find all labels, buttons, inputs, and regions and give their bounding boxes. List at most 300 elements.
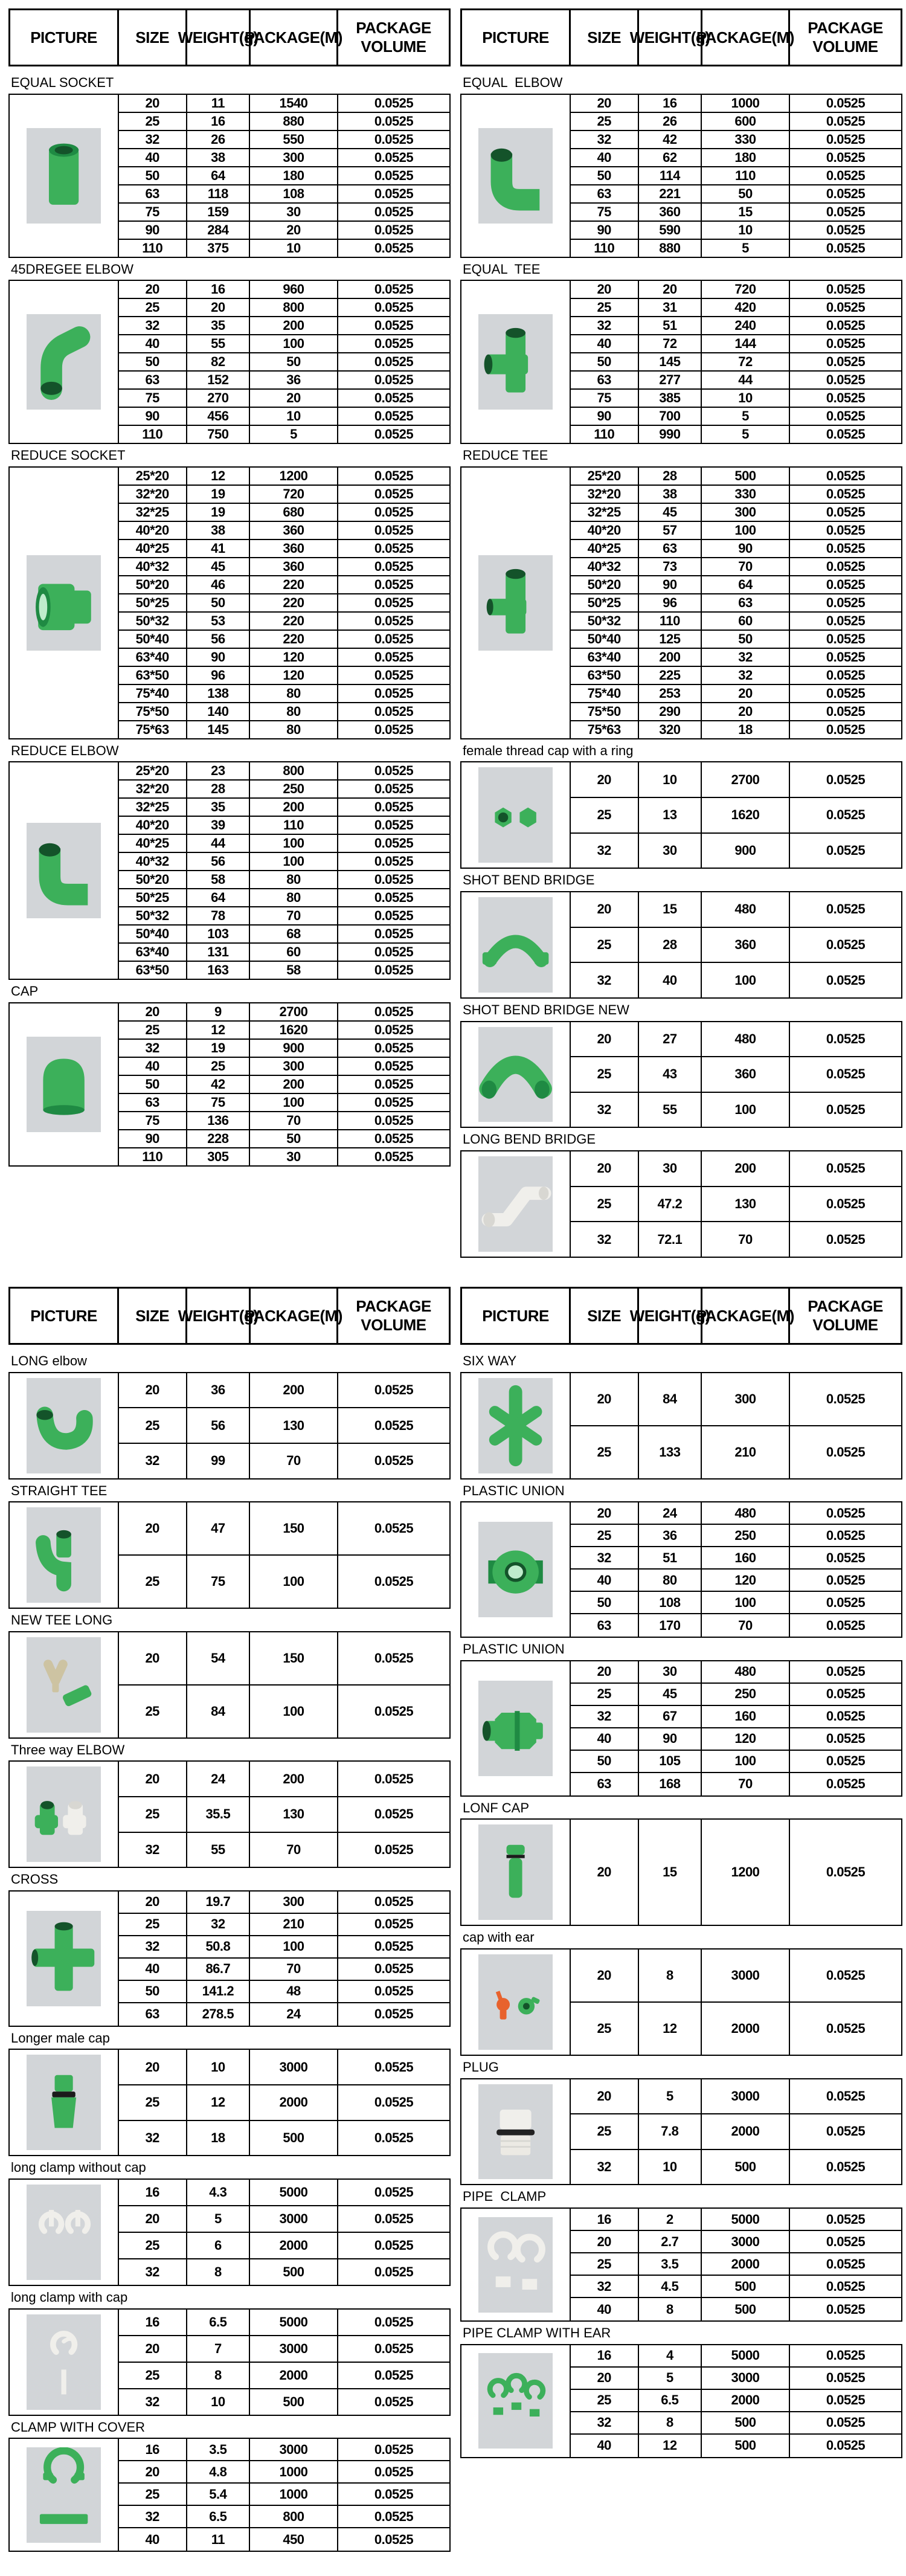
package-cell: 32 <box>702 649 790 666</box>
volume-cell: 0.0525 <box>826 131 866 147</box>
data-rows <box>119 1003 449 1165</box>
product-photo <box>27 823 101 918</box>
table-row <box>571 892 901 928</box>
volume-cell: 0.0525 <box>826 2211 866 2227</box>
weight-cell: 23 <box>187 762 250 779</box>
volume-cell: 0.0525 <box>826 594 866 610</box>
table-row <box>571 1592 901 1614</box>
package-cell: 180 <box>250 167 338 184</box>
section-title: SHOT BEND BRIDGE <box>463 872 595 888</box>
section-title: PLUG <box>463 2059 499 2075</box>
volume-cell: 0.0525 <box>374 2238 414 2253</box>
product-photo <box>478 1954 553 2050</box>
size-cell: 75 <box>571 204 639 221</box>
product-section <box>460 1150 902 1258</box>
weight-cell: 6.5 <box>187 2310 250 2335</box>
package-cell: 70 <box>250 1112 338 1129</box>
package-cell: 3000 <box>702 2368 790 2389</box>
weight-cell: 19 <box>187 504 250 521</box>
product-photo <box>27 314 101 410</box>
column-header-size: SIZE <box>571 10 639 65</box>
volume-cell: 0.0525 <box>374 685 414 701</box>
package-cell: 110 <box>250 817 338 834</box>
weight-cell: 55 <box>187 335 250 352</box>
package-cell: 360 <box>250 540 338 557</box>
volume-cell: 0.0525 <box>826 2256 866 2272</box>
table-row <box>571 1661 901 1684</box>
size-cell: 20 <box>119 95 187 112</box>
package-cell: 50 <box>250 353 338 370</box>
package-cell: 100 <box>702 1751 790 1772</box>
package-cell: 100 <box>702 963 790 997</box>
column-header-package-m: PACKAGE(M) <box>251 10 338 65</box>
weight-cell: 64 <box>187 167 250 184</box>
package-cell: 250 <box>702 1684 790 1705</box>
volume-cell: 0.0525 <box>826 354 866 370</box>
table-row <box>119 281 449 299</box>
package-cell: 300 <box>702 1373 790 1425</box>
size-cell: 63 <box>571 185 639 202</box>
product-photo <box>27 2314 101 2410</box>
volume-cell: 0.0525 <box>826 721 866 737</box>
size-cell: 32 <box>571 1093 639 1127</box>
weight-cell: 170 <box>639 1614 702 1637</box>
weight-cell: 7 <box>187 2336 250 2362</box>
pipe-clamp-icon <box>478 2217 553 2313</box>
weight-cell: 152 <box>187 372 250 388</box>
package-cell: 120 <box>702 1728 790 1750</box>
weight-cell: 277 <box>639 372 702 388</box>
volume-cell: 0.0525 <box>826 1161 866 1176</box>
weight-cell: 19 <box>187 486 250 503</box>
data-rows <box>571 1502 901 1637</box>
volume-cell: 0.0525 <box>374 468 414 483</box>
size-cell: 50 <box>571 353 639 370</box>
weight-cell: 108 <box>639 1592 702 1613</box>
volume-cell: 0.0525 <box>374 2130 414 2146</box>
weight-cell: 4.5 <box>639 2276 702 2297</box>
weight-cell: 28 <box>187 781 250 797</box>
weight-cell: 41 <box>187 540 250 557</box>
weight-cell: 58 <box>187 871 250 888</box>
package-cell: 20 <box>702 685 790 702</box>
package-cell: 100 <box>250 1556 338 1608</box>
weight-cell: 63 <box>639 540 702 557</box>
weight-cell: 5 <box>187 2206 250 2232</box>
weight-cell: 590 <box>639 222 702 239</box>
product-photo <box>27 1507 101 1603</box>
package-cell: 200 <box>250 1373 338 1408</box>
volume-cell: 0.0525 <box>826 576 866 592</box>
weight-cell: 290 <box>639 703 702 720</box>
data-rows <box>571 2345 901 2457</box>
size-cell: 75*63 <box>119 721 187 738</box>
volume-cell: 0.0525 <box>826 468 866 483</box>
weight-cell: 20 <box>187 299 250 316</box>
weight-cell: 320 <box>639 721 702 738</box>
size-cell: 32 <box>119 2389 187 2415</box>
table-row <box>119 1892 449 1914</box>
picture-cell <box>461 1661 571 1795</box>
table-row <box>119 1076 449 1094</box>
data-rows <box>119 2439 449 2551</box>
package-cell: 5 <box>250 426 338 443</box>
weight-cell: 385 <box>639 390 702 407</box>
weight-cell: 90 <box>639 1728 702 1750</box>
table-row <box>119 2050 449 2085</box>
size-cell: 63 <box>119 2003 187 2026</box>
table-row <box>119 1130 449 1148</box>
volume-cell: 0.0525 <box>374 1453 414 1469</box>
data-rows <box>571 2079 901 2185</box>
weight-cell: 55 <box>639 1093 702 1127</box>
column-header-picture: PICTURE <box>10 10 119 65</box>
table-row <box>119 468 449 486</box>
package-cell: 160 <box>702 1706 790 1727</box>
volume-cell: 0.0525 <box>374 1806 414 1822</box>
package-cell: 80 <box>250 685 338 702</box>
product-section <box>460 1660 902 1797</box>
weight-cell: 7.8 <box>639 2114 702 2149</box>
quadrant-bottom-left <box>8 1287 451 2552</box>
size-cell: 25 <box>119 1797 187 1832</box>
weight-cell: 38 <box>187 149 250 166</box>
weight-cell: 375 <box>187 240 250 257</box>
table-row <box>119 522 449 540</box>
package-cell: 5000 <box>702 2209 790 2230</box>
size-cell: 32*20 <box>571 486 639 503</box>
size-cell: 20 <box>119 2336 187 2362</box>
size-cell: 20 <box>571 762 639 797</box>
volume-cell: 0.0525 <box>374 149 414 165</box>
table-row <box>119 1148 449 1165</box>
table-row <box>119 1959 449 1981</box>
product-section <box>460 1372 902 1480</box>
volume-cell: 0.0525 <box>826 2278 866 2294</box>
weight-cell: 96 <box>639 594 702 611</box>
size-cell: 25*20 <box>119 468 187 485</box>
weight-cell: 45 <box>639 504 702 521</box>
product-section <box>460 466 902 739</box>
volume-cell: 0.0525 <box>826 1550 866 1565</box>
volume-cell: 0.0525 <box>826 771 866 787</box>
package-cell: 80 <box>250 703 338 720</box>
size-cell: 75 <box>119 1112 187 1129</box>
weight-cell: 12 <box>187 1022 250 1038</box>
weight-cell: 78 <box>187 907 250 924</box>
weight-cell: 10 <box>187 2389 250 2415</box>
table-row <box>571 408 901 426</box>
product-section <box>460 1948 902 2056</box>
size-cell: 32 <box>571 2276 639 2297</box>
product-section <box>8 280 451 444</box>
size-cell: 75*40 <box>119 685 187 702</box>
cap-icon <box>27 1037 101 1132</box>
weight-cell: 305 <box>187 1148 250 1165</box>
weight-cell: 168 <box>639 1773 702 1795</box>
size-cell: 25 <box>571 1187 639 1222</box>
package-cell: 480 <box>702 1022 790 1057</box>
size-cell: 63 <box>119 372 187 388</box>
weight-cell: 12 <box>187 2085 250 2120</box>
volume-cell: 0.0525 <box>826 149 866 165</box>
table-row <box>571 1426 901 1478</box>
volume-cell: 0.0525 <box>826 2124 866 2139</box>
size-cell: 25 <box>119 2233 187 2258</box>
size-cell: 25 <box>119 1556 187 1608</box>
table-row <box>571 2079 901 2115</box>
package-cell: 500 <box>250 2389 338 2415</box>
package-cell: 900 <box>702 834 790 868</box>
weight-cell: 221 <box>639 185 702 202</box>
package-cell: 100 <box>250 1936 338 1957</box>
volume-cell: 0.0525 <box>374 781 414 797</box>
section-title: PLASTIC UNION <box>463 1483 565 1498</box>
column-header-package-volume: PACKAGE VOLUME <box>808 1297 883 1335</box>
package-cell: 150 <box>250 1502 338 1554</box>
weight-cell: 10 <box>639 762 702 797</box>
package-cell: 2000 <box>702 2390 790 2411</box>
size-cell: 40*32 <box>119 558 187 575</box>
volume-cell: 0.0525 <box>826 649 866 665</box>
table-row <box>119 721 449 738</box>
size-cell: 63 <box>571 1614 639 1637</box>
volume-cell: 0.0525 <box>374 1961 414 1977</box>
table-row <box>119 2363 449 2389</box>
table-row <box>571 372 901 390</box>
table-row <box>571 798 901 834</box>
table-row <box>571 928 901 964</box>
weight-cell: 99 <box>187 1444 250 1478</box>
size-cell: 20 <box>119 2206 187 2232</box>
size-cell: 110 <box>119 1148 187 1165</box>
table-row <box>119 486 449 504</box>
size-cell: 63 <box>571 372 639 388</box>
volume-cell: 0.0525 <box>826 1708 866 1724</box>
weight-cell: 360 <box>639 204 702 221</box>
package-cell: 20 <box>702 703 790 720</box>
size-cell: 32 <box>571 317 639 334</box>
package-cell: 100 <box>250 1686 338 1737</box>
package-cell: 3000 <box>250 2206 338 2232</box>
volume-cell: 0.0525 <box>374 354 414 370</box>
volume-cell: 0.0525 <box>826 167 866 183</box>
table-row <box>571 2231 901 2253</box>
reduce-tee-icon <box>478 555 553 651</box>
data-rows <box>119 1373 449 1478</box>
volume-cell: 0.0525 <box>374 817 414 833</box>
weight-cell: 51 <box>639 1547 702 1568</box>
package-cell: 80 <box>250 889 338 906</box>
volume-cell: 0.0525 <box>374 486 414 501</box>
product-photo <box>478 555 553 651</box>
column-header-row <box>460 8 902 66</box>
size-cell: 25 <box>571 1057 639 1092</box>
column-header-weight-g: WEIGHT(g) <box>187 10 251 65</box>
table-row <box>119 426 449 443</box>
picture-cell <box>10 1632 119 1737</box>
table-row <box>119 335 449 353</box>
size-cell: 75 <box>571 390 639 407</box>
weight-cell: 35 <box>187 317 250 334</box>
volume-cell: 0.0525 <box>826 1505 866 1521</box>
table-row <box>119 1686 449 1737</box>
weight-cell: 12 <box>639 2435 702 2457</box>
table-row <box>119 685 449 703</box>
long-clamp-with-cap-icon <box>27 2314 101 2410</box>
package-cell: 360 <box>250 522 338 539</box>
volume-cell: 0.0525 <box>374 854 414 869</box>
size-cell: 50*20 <box>119 576 187 593</box>
size-cell: 20 <box>571 1373 639 1425</box>
volume-cell: 0.0525 <box>826 2392 866 2408</box>
volume-cell: 0.0525 <box>826 318 866 333</box>
product-photo <box>478 1824 553 1920</box>
table-row <box>571 1057 901 1093</box>
package-cell: 20 <box>250 390 338 407</box>
product-section <box>8 2049 451 2156</box>
volume-cell: 0.0525 <box>374 1983 414 1999</box>
volume-cell: 0.0525 <box>826 1031 866 1046</box>
plastic-union-icon <box>478 1522 553 1617</box>
table-row <box>571 2150 901 2185</box>
weight-cell: 56 <box>187 853 250 870</box>
size-cell: 20 <box>119 2050 187 2084</box>
volume-cell: 0.0525 <box>374 872 414 887</box>
package-cell: 70 <box>702 558 790 575</box>
package-cell: 250 <box>250 781 338 797</box>
size-cell: 50*32 <box>571 613 639 630</box>
package-cell: 500 <box>702 2435 790 2457</box>
weight-cell: 42 <box>639 131 702 148</box>
product-photo <box>478 1681 553 1776</box>
package-cell: 15 <box>702 204 790 221</box>
size-cell: 20 <box>119 1762 187 1796</box>
size-cell: 20 <box>571 281 639 298</box>
volume-cell: 0.0525 <box>374 300 414 315</box>
size-cell: 25 <box>571 1525 639 1546</box>
package-cell: 70 <box>250 1959 338 1980</box>
weight-cell: 57 <box>639 522 702 539</box>
size-cell: 40*32 <box>119 853 187 870</box>
column-header-size: SIZE <box>119 1289 187 1343</box>
table-row <box>571 613 901 631</box>
package-cell: 70 <box>250 1833 338 1867</box>
package-cell: 2000 <box>250 2233 338 2258</box>
package-cell: 5000 <box>250 2310 338 2335</box>
product-photo <box>478 2217 553 2313</box>
product-section <box>460 94 902 258</box>
package-cell: 70 <box>250 907 338 924</box>
table-row <box>119 594 449 613</box>
size-cell: 50*32 <box>119 613 187 630</box>
column-header-weight-g: WEIGHT(g) <box>639 1289 702 1343</box>
table-row <box>119 185 449 204</box>
size-cell: 50*25 <box>571 594 639 611</box>
weight-cell: 75 <box>187 1094 250 1111</box>
column-header-picture: PICTURE <box>462 1289 571 1343</box>
section-title: SHOT BEND BRIDGE NEW <box>463 1002 629 1017</box>
size-cell: 25 <box>119 2085 187 2120</box>
volume-cell: 0.0525 <box>374 1916 414 1932</box>
volume-cell: 0.0525 <box>374 2185 414 2200</box>
weight-cell: 30 <box>639 1151 702 1186</box>
size-cell: 25 <box>571 2253 639 2275</box>
package-cell: 210 <box>250 1914 338 1935</box>
longer-male-cap-icon <box>27 2055 101 2150</box>
product-section <box>8 1890 451 2027</box>
package-cell: 10 <box>702 222 790 239</box>
size-cell: 32 <box>119 1444 187 1478</box>
volume-cell: 0.0525 <box>374 1003 414 1019</box>
weight-cell: 64 <box>187 889 250 906</box>
volume-cell: 0.0525 <box>374 2006 414 2022</box>
size-cell: 20 <box>571 1151 639 1186</box>
package-cell: 50 <box>702 631 790 648</box>
table-row <box>571 1373 901 1426</box>
volume-cell: 0.0525 <box>826 336 866 352</box>
table-row <box>571 1222 901 1257</box>
picture-cell <box>10 2439 119 2551</box>
volume-cell: 0.0525 <box>826 1594 866 1610</box>
table-row <box>571 1022 901 1058</box>
size-cell: 25 <box>571 798 639 832</box>
package-cell: 480 <box>702 1502 790 1524</box>
table-row <box>119 1981 449 2003</box>
volume-cell: 0.0525 <box>374 2486 414 2502</box>
size-cell: 32 <box>119 1936 187 1957</box>
package-cell: 60 <box>702 613 790 630</box>
weight-cell: 72 <box>639 335 702 352</box>
data-rows <box>119 2310 449 2415</box>
package-cell: 900 <box>250 1040 338 1057</box>
table-row <box>119 558 449 576</box>
plug-icon <box>478 2084 553 2180</box>
weight-cell: 12 <box>187 468 250 485</box>
package-cell: 70 <box>702 1614 790 1637</box>
table-row <box>119 240 449 257</box>
size-cell: 90 <box>119 222 187 239</box>
volume-cell: 0.0525 <box>374 2367 414 2383</box>
weight-cell: 19.7 <box>187 1892 250 1913</box>
product-section <box>8 1372 451 1480</box>
table-row <box>571 522 901 540</box>
volume-cell: 0.0525 <box>374 372 414 388</box>
product-photo <box>478 1522 553 1617</box>
table-row <box>119 408 449 426</box>
weight-cell: 20 <box>639 281 702 298</box>
volume-cell: 0.0525 <box>826 807 866 823</box>
table-row <box>119 204 449 222</box>
weight-cell: 42 <box>187 1076 250 1093</box>
weight-cell: 67 <box>639 1706 702 1727</box>
package-cell: 220 <box>250 631 338 648</box>
section-title: EQUAL TEE <box>463 261 541 277</box>
section-title: cap with ear <box>463 1930 535 1945</box>
table-row <box>119 1040 449 1058</box>
volume-cell: 0.0525 <box>374 1939 414 1954</box>
weight-cell: 35.5 <box>187 1797 250 1832</box>
size-cell: 20 <box>119 1373 187 1408</box>
size-cell: 32*20 <box>119 486 187 503</box>
table-row <box>119 1094 449 1112</box>
weight-cell: 131 <box>187 944 250 961</box>
picture-cell <box>10 1003 119 1165</box>
volume-cell: 0.0525 <box>374 2394 414 2409</box>
volume-cell: 0.0525 <box>374 1894 414 1910</box>
picture-cell <box>10 762 119 979</box>
weight-cell: 11 <box>187 2528 250 2551</box>
